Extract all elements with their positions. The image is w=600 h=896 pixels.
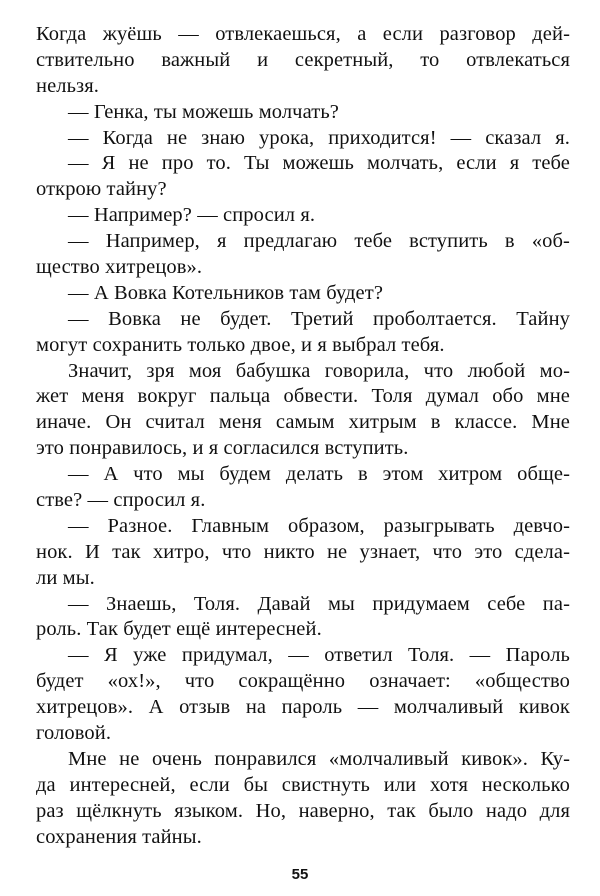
text-line: — Знаешь, Толя. Давай мы придумаем себе па- [68,592,570,615]
text-line: нок. И так хитро, что никто не узнает, что это сдела- [36,540,570,563]
page-number: 55 [291,866,309,883]
text-line: Значит, зря моя бабушка говорила, что любой мо- [68,359,570,382]
text-line: ли мы. [36,566,95,589]
text-line: — Например, я предлагаю тебе вступить в «об- [68,230,570,253]
book-page-text [36,22,570,851]
text-line: — Разное. Главным образом, разыгрывать девчо- [68,514,570,537]
text-line: будет «ох!», что сокращённо означает: «общество [36,670,570,693]
text-line: открою тайну? [36,178,167,201]
text-line: жет меня вокруг пальца обвести. Толя думал обо мне [36,385,570,408]
text-line: — Вовка не будет. Третий проболтается. Тайну [68,307,570,330]
text-line: — Генка, ты можешь молчать? [68,100,339,123]
text-line: — Я уже придумал, — ответил Толя. — Пароль [68,644,570,667]
text-line: щество хитрецов». [36,256,203,279]
text-line: хитрецов». А отзыв на пароль — молчаливый кивок [36,696,570,719]
text-line: — Когда не знаю урока, приходится! — сказал я. [68,126,570,149]
text-line: — А что мы будем делать в этом хитром обще- [68,463,570,486]
text-line: Мне не очень понравился «молчаливый кивок». Ку- [68,747,570,770]
text-line: стве? — спросил я. [36,489,206,512]
text-line: это понравилось, и я согласился вступить. [36,437,409,460]
text-line: — А Вовка Котельников там будет? [68,281,384,304]
text-line: сохранения тайны. [36,825,202,848]
text-line: головой. [36,722,112,745]
text-line: ствительно важный и секретный, то отвлекаться [36,48,570,71]
text-line: — Я не про то. Ты можешь молчать, если я тебе [68,152,570,175]
text-line: нельзя. [36,74,100,97]
text-line: раз щёлкнуть языком. Но, наверно, так было надо для [36,799,570,822]
text-line: иначе. Он считал меня самым хитрым в классе. Мне [36,411,570,434]
text-line: могут сохранить только двое, и я выбрал тебя. [36,333,445,356]
text-line: роль. Так будет ещё интересней. [36,618,322,641]
text-line: Когда жуёшь — отвлекаешься, а если разговор дей- [36,23,570,45]
text-line: да интересней, если бы свистнуть или хотя несколько [36,773,570,796]
text-line: — Например? — спросил я. [68,204,316,227]
